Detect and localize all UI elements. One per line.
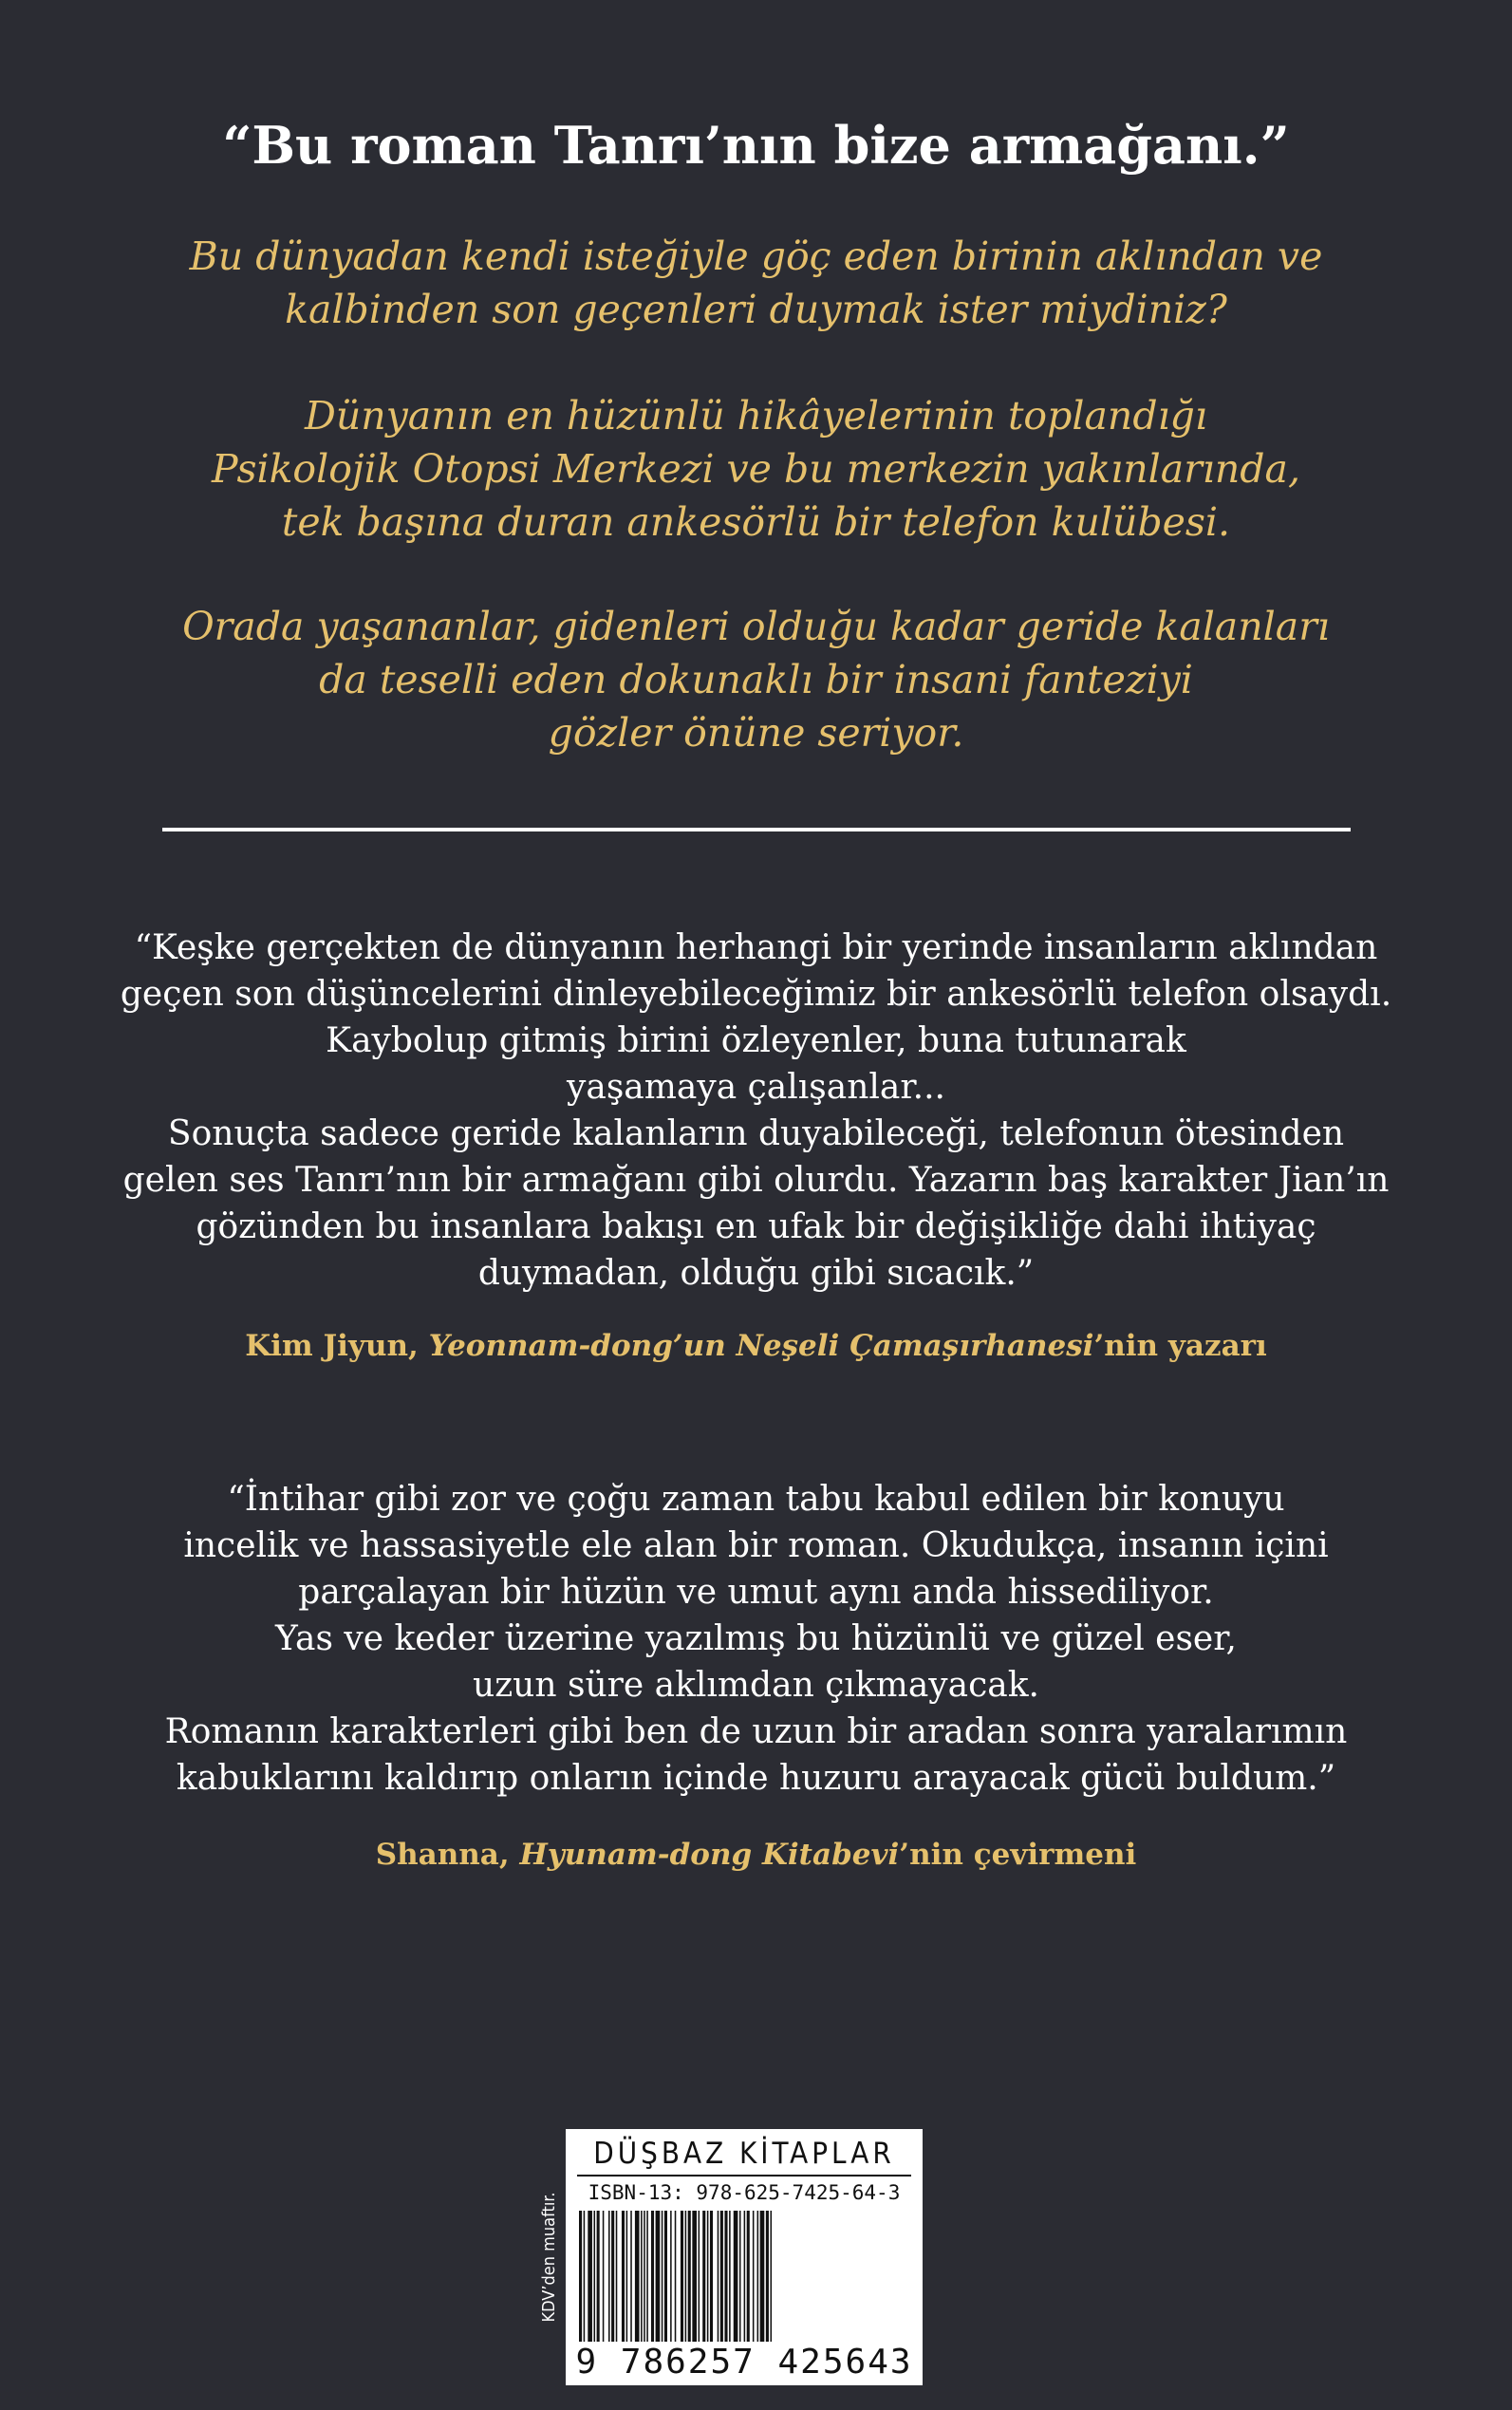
quote-line: parçalayan bir hüzün ve umut aynı anda hissediliyor. [298, 1573, 1214, 1612]
review-attribution-2 [0, 1836, 1512, 1874]
review-quote-2 [57, 1476, 1455, 1802]
blurb-paragraph-2 [95, 389, 1417, 549]
barcode-bar [702, 2211, 705, 2342]
quote-line: gelen ses Tanrı’nın bir armağanı gibi olurdu. Yazarın baş karakter Jian’ın [122, 1161, 1390, 1200]
quote-line: gözünden bu insanlara bakışı en ufak bir değişikliğe dahi ihtiyaç [196, 1207, 1316, 1246]
attribution-author: Kim Jiyun, [245, 1329, 419, 1363]
barcode-bar [692, 2211, 697, 2342]
isbn-barcode-block [566, 2129, 923, 2385]
barcode-bar [662, 2211, 663, 2342]
barcode-bar [707, 2211, 709, 2342]
barcode-bar [584, 2211, 586, 2342]
blurb-line: Dünyanın en hüzünlü hikâyelerinin toplandığı [304, 393, 1208, 439]
quote-line: duymadan, olduğu gibi sıcacık.” [477, 1254, 1035, 1293]
isbn-rule [577, 2175, 911, 2176]
publisher-name: DÜŞBAZ KİTAPLAR [593, 2137, 895, 2171]
attribution-author: Shanna, [375, 1838, 510, 1872]
quote-line: Yas ve keder üzerine yazılmış bu hüzünlü ve güzel eser, [275, 1619, 1237, 1658]
quote-line: Romanın karakterleri gibi ben de uzun bir aradan sonra yaralarımın [164, 1712, 1348, 1751]
barcode-bar [757, 2211, 759, 2342]
barcode-bar [608, 2211, 610, 2342]
blurb-line: tek başına duran ankesörlü bir telefon kulübesi. [281, 499, 1231, 545]
quote-line: kabuklarını kaldırıp onların içinde huzuru arayacak gücü buldum.” [176, 1759, 1336, 1798]
barcode-bars [577, 2211, 911, 2342]
quote-line: yaşamaya çalışanlar... [567, 1068, 945, 1107]
blurb-paragraph-1 [95, 230, 1417, 336]
barcode-bar [688, 2211, 691, 2342]
barcode-bar [616, 2211, 618, 2342]
quote-line: Kaybolup gitmiş birini özleyenler, buna tutunarak [326, 1021, 1186, 1060]
barcode-bar [685, 2211, 687, 2342]
barcode-bar [611, 2211, 614, 2342]
quote-line: Sonuçta sadece geride kalanların duyabileceği, telefonun ötesinden [167, 1114, 1345, 1153]
barcode-bar [670, 2211, 672, 2342]
quote-line: “Keşke gerçekten de dünyanın herhangi bir yerinde insanların aklından [134, 928, 1378, 967]
barcode-bar [720, 2211, 723, 2342]
attribution-work-title: Yeonnam-dong’un Neşeli Çamaşırhanesi [428, 1329, 1094, 1363]
barcode-bar [734, 2211, 738, 2342]
divider [162, 828, 1351, 831]
barcode-bar [646, 2211, 648, 2342]
barcode-bar [664, 2211, 667, 2342]
barcode-bar [622, 2211, 625, 2342]
barcode-bar [603, 2211, 605, 2342]
quote-line: uzun süre aklımdan çıkmayacak. [473, 1666, 1039, 1705]
blurb-paragraph-3 [95, 600, 1417, 759]
barcode-bar [699, 2211, 700, 2342]
barcode-bar [760, 2211, 765, 2342]
tax-exempt-note: KDV’den muaftır. [539, 2192, 559, 2323]
barcode-bar [710, 2211, 713, 2342]
barcode-bar [597, 2211, 600, 2342]
blurb-line: Bu dünyadan kendi isteğiyle göç eden birinin aklından ve [189, 234, 1323, 279]
barcode-bar [747, 2211, 750, 2342]
barcode-bar [656, 2211, 661, 2342]
barcode-bar [630, 2211, 632, 2342]
barcode-bar [588, 2211, 592, 2342]
quote-line: “İntihar gibi zor ve çoğu zaman tabu kabul edilen bir konuyu [227, 1480, 1285, 1519]
barcode-bar [766, 2211, 769, 2342]
blurb-line: gözler önüne seriyor. [548, 710, 964, 756]
isbn-label: ISBN-13: 978-625-7425-64-3 [588, 2181, 901, 2204]
quote-line: geçen son düşüncelerini dinleyebileceğimiz bir ankesörlü telefon olsaydı. [120, 975, 1392, 1014]
barcode-bar [594, 2211, 596, 2342]
blurb-line: Psikolojik Otopsi Merkezi ve bu merkezin yakınlarında, [211, 446, 1301, 492]
barcode-number: 9 786257 425643 [575, 2343, 913, 2382]
barcode-bar [718, 2211, 719, 2342]
barcode-bar [675, 2211, 677, 2342]
barcode-bar [724, 2211, 727, 2342]
attribution-work-title: Hyunam-dong Kitabevi [519, 1838, 900, 1872]
quote-line: incelik ve hassasiyetle ele alan bir roman. Okudukça, insanın içini [183, 1526, 1329, 1565]
barcode-bar [753, 2211, 755, 2342]
review-quote-1 [57, 925, 1455, 1297]
review-attribution-1 [0, 1327, 1512, 1365]
barcode-bar [681, 2211, 683, 2342]
blurb-line: da teselli eden dokunaklı bir insani fanteziyi [319, 657, 1193, 702]
barcode-bar [744, 2211, 746, 2342]
barcode-bar [729, 2211, 731, 2342]
barcode-bar [771, 2211, 773, 2342]
barcode-bar [579, 2211, 582, 2342]
blurb-line: Orada yaşananlar, gidenleri olduğu kadar geride kalanları [182, 604, 1330, 649]
barcode-bar [739, 2211, 741, 2342]
barcode-bar [651, 2211, 654, 2342]
barcode-bar [644, 2211, 645, 2342]
blurb-line: kalbinden son geçenleri duymak ister miydiniz? [285, 287, 1227, 332]
barcode-bar [626, 2211, 628, 2342]
headline-quote: “Bu roman Tanrı’nın bize armağanı.” [222, 115, 1290, 176]
attribution-role: ’nin yazarı [1093, 1329, 1267, 1363]
barcode-bar [641, 2211, 643, 2342]
barcode-bar [635, 2211, 640, 2342]
attribution-role: ’nin çevirmeni [899, 1838, 1137, 1872]
